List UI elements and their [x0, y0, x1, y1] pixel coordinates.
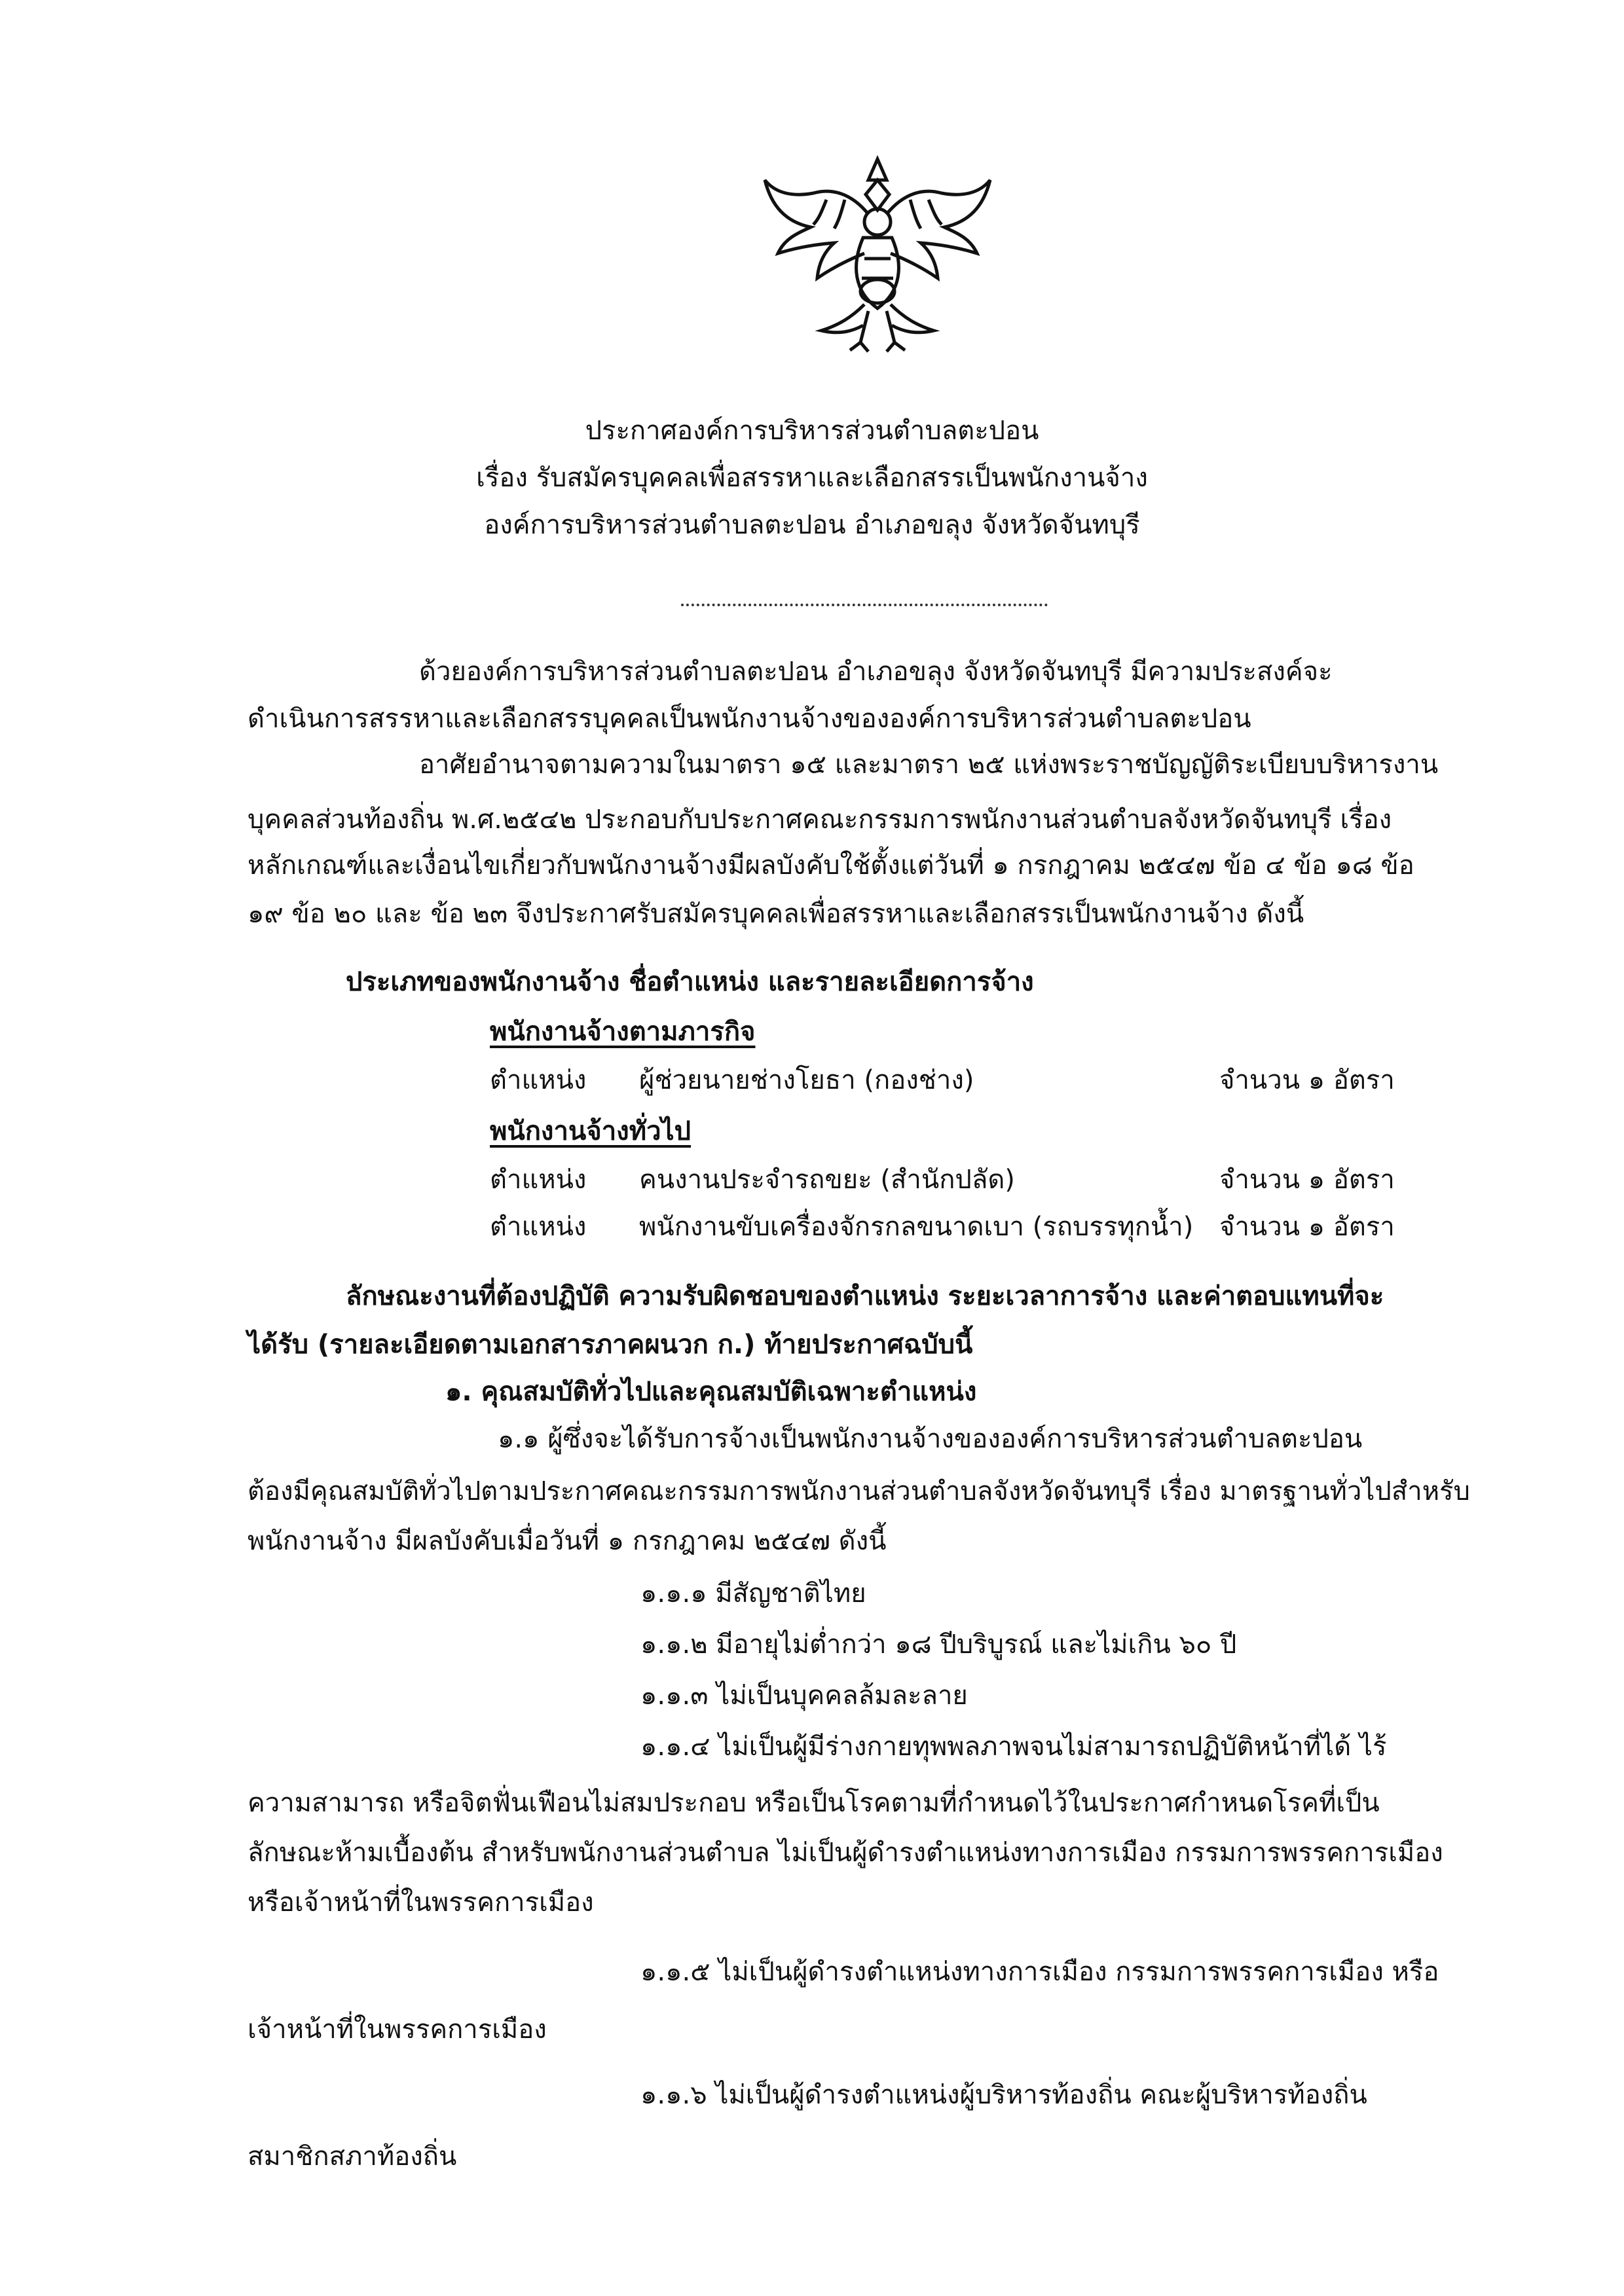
authority-line: อาศัยอำนาจตามความในมาตรา ๑๕ และมาตรา ๒๕ แห่งพระราชบัญญัติระเบียบบริหารงาน: [419, 750, 1439, 780]
qualification-item: ๑.๑.๔ ไม่เป็นผู้มีร่างกายทุพพลภาพจนไม่สามารถปฏิบัติหน้าที่ได้ ไร้: [640, 1732, 1387, 1762]
position-count: จำนวน ๑ อัตรา: [1219, 1212, 1395, 1242]
qualification-line: ต้องมีคุณสมบัติทั่วไปตามประกาศคณะกรรมการพนักงานส่วนตำบลจังหวัดจันทบุรี เรื่อง มาตรฐานทั่วไปสำหรับ: [248, 1476, 1470, 1506]
duties-line: ลักษณะงานที่ต้องปฏิบัติ ความรับผิดชอบของตำแหน่ง ระยะเวลาการจ้าง และค่าตอบแทนที่จะ: [346, 1281, 1384, 1311]
qualification-item: ๑.๑.๖ ไม่เป็นผู้ดำรงตำแหน่งผู้บริหารท้องถิ่น คณะผู้บริหารท้องถิ่น: [640, 2080, 1367, 2110]
authority-line: บุคคลส่วนท้องถิ่น พ.ศ.๒๕๔๒ ประกอบกับประกาศคณะกรรมการพนักงานส่วนตำบลจังหวัดจันทบุรี เรื่อง: [248, 805, 1392, 835]
title-separator: [681, 604, 1048, 606]
qualification-line: หรือเจ้าหน้าที่ในพรรคการเมือง: [248, 1887, 594, 1918]
announcement-subject: เรื่อง รับสมัครบุคคลเพื่อสรรหาและเลือกสรรเป็นพนักงานจ้าง: [476, 463, 1148, 493]
announcement-title: ประกาศองค์การบริหารส่วนตำบลตะปอน: [585, 416, 1039, 446]
intro-line: ด้วยองค์การบริหารส่วนตำบลตะปอน อำเภอขลุง จังหวัดจันทบุรี มีความประสงค์จะ: [419, 657, 1333, 687]
announcement-organization: องค์การบริหารส่วนตำบลตะปอน อำเภอขลุง จังหวัดจันทบุรี: [484, 510, 1140, 540]
qualification-line: ลักษณะห้ามเบื้องต้น สำหรับพนักงานส่วนตำบล ไม่เป็นผู้ดำรงตำแหน่งทางการเมือง กรรมการพรรคการเมือง: [248, 1838, 1443, 1868]
positions-heading: ประเภทของพนักงานจ้าง ชื่อตำแหน่ง และรายละเอียดการจ้าง: [346, 967, 1034, 997]
position-count: จำนวน ๑ อัตรา: [1219, 1065, 1395, 1095]
position-label: ตำแหน่ง: [490, 1065, 587, 1095]
position-group-general: พนักงานจ้างทั่วไป: [490, 1116, 692, 1146]
position-title: คนงานประจำรถขยะ (สำนักปลัด): [639, 1165, 1015, 1195]
qualification-item: ๑.๑.๑ มีสัญชาติไทย: [640, 1578, 866, 1609]
qualification-item: ๑.๑.๕ ไม่เป็นผู้ดำรงตำแหน่งทางการเมือง กรรมการพรรคการเมือง หรือ: [640, 1957, 1439, 1987]
position-group-mission: พนักงานจ้างตามภารกิจ: [490, 1017, 756, 1047]
authority-line: ๑๙ ข้อ ๒๐ และ ข้อ ๒๓ จึงประกาศรับสมัครบุคคลเพื่อสรรหาและเลือกสรรเป็นพนักงานจ้าง ดังนี้: [248, 899, 1304, 929]
section-1-heading: ๑. คุณสมบัติทั่วไปและคุณสมบัติเฉพาะตำแหน่ง: [445, 1377, 977, 1407]
qualification-line: ๑.๑ ผู้ซึ่งจะได้รับการจ้างเป็นพนักงานจ้างขององค์การบริหารส่วนตำบลตะปอน: [498, 1424, 1363, 1454]
position-label: ตำแหน่ง: [490, 1165, 587, 1195]
qualification-item: ๑.๑.๒ มีอายุไม่ต่ำกว่า ๑๘ ปีบริบูรณ์ และไม่เกิน ๖๐ ปี: [640, 1630, 1237, 1660]
position-count: จำนวน ๑ อัตรา: [1219, 1165, 1395, 1195]
position-title: ผู้ช่วยนายช่างโยธา (กองช่าง): [639, 1065, 974, 1095]
duties-line: ได้รับ (รายละเอียดตามเอกสารภาคผนวก ก.) ท้ายประกาศฉบับนี้: [248, 1330, 973, 1360]
garuda-emblem: [753, 154, 1002, 363]
qualification-line: สมาชิกสภาท้องถิ่น: [248, 2141, 457, 2172]
position-label: ตำแหน่ง: [490, 1212, 587, 1242]
authority-line: หลักเกณฑ์และเงื่อนไขเกี่ยวกับพนักงานจ้างมีผลบังคับใช้ตั้งแต่วันที่ ๑ กรกฎาคม ๒๕๔๗ ข้อ ๔ ข้อ ๑๘ ข้อ: [248, 850, 1414, 881]
qualification-line: พนักงานจ้าง มีผลบังคับเมื่อวันที่ ๑ กรกฎาคม ๒๕๔๗ ดังนี้: [248, 1526, 887, 1556]
qualification-line: ความสามารถ หรือจิตฟั่นเฟือนไม่สมประกอบ หรือเป็นโรคตามที่กำหนดไว้ในประกาศกำหนดโรคที่เป็น: [248, 1788, 1380, 1818]
position-title: พนักงานขับเครื่องจักรกลขนาดเบา (รถบรรทุกน้ำ): [639, 1212, 1194, 1242]
intro-line: ดำเนินการสรรหาและเลือกสรรบุคคลเป็นพนักงานจ้างขององค์การบริหารส่วนตำบลตะปอน: [248, 704, 1251, 734]
qualification-line: เจ้าหน้าที่ในพรรคการเมือง: [248, 2014, 547, 2045]
qualification-item: ๑.๑.๓ ไม่เป็นบุคคลล้มละลาย: [640, 1681, 968, 1711]
